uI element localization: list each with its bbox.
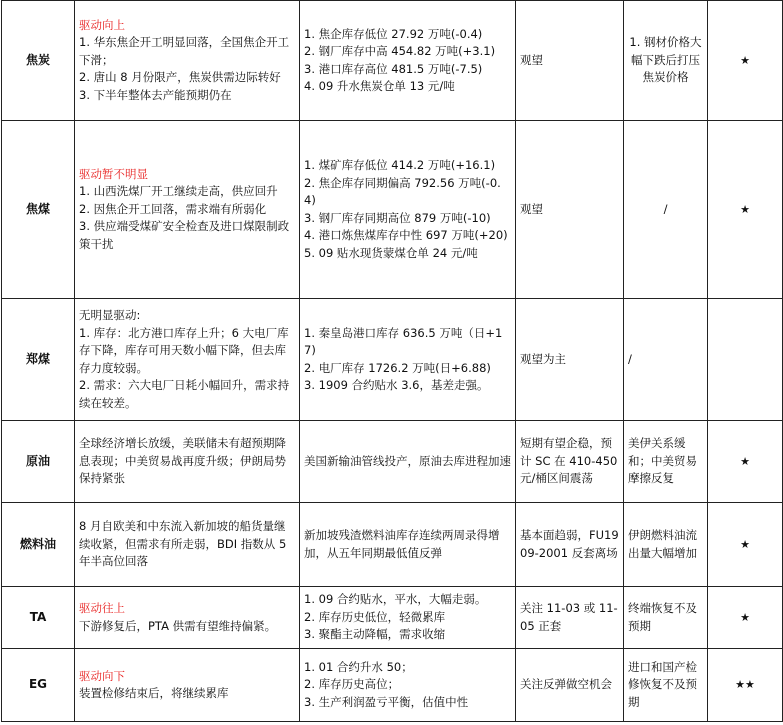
commodity-name: 郑煤 (2, 299, 75, 421)
view-line: 观望 (520, 52, 543, 67)
driver-cell (75, 649, 300, 722)
risk-cell (624, 587, 708, 649)
risk-cell (624, 299, 708, 421)
rating-stars: ★ (708, 1, 783, 121)
risk-cell (624, 649, 708, 722)
commodity-table (1, 0, 783, 722)
driver-cell (75, 587, 300, 649)
data-line: 3. 港口库存高位 481.5 万吨(-7.5) (304, 61, 483, 76)
driver-heading: 无明显驱动: (79, 308, 141, 322)
table-row (2, 503, 783, 587)
driver-heading: 驱动暂不明显 (79, 166, 148, 181)
rating-stars (708, 299, 783, 421)
data-line: 3. 1909 合约贴水 3.6，基差走强。 (304, 378, 489, 392)
table-row (2, 299, 783, 421)
view-cell (516, 121, 624, 299)
driver-cell (75, 1, 300, 121)
driver-line: 2. 因焦企开工回落，需求端有所弱化 (79, 201, 267, 216)
risk-cell (624, 1, 708, 121)
risk-line: / (663, 201, 668, 216)
view-line: 观望 (520, 201, 543, 216)
data-cell (300, 421, 516, 503)
driver-line: 全球经济增长放缓，美联储未有超预期降息表现；中美贸易战再度升级；伊朗局势保持紧张 (79, 436, 286, 486)
view-cell (516, 1, 624, 121)
view-line: 关注反弹做空机会 (520, 677, 612, 692)
driver-line: 下游修复后，PTA 供需有望维持偏紧。 (79, 618, 277, 633)
commodity-name: 焦煤 (2, 121, 75, 299)
view-line: 观望为主 (520, 351, 566, 366)
risk-cell (624, 121, 708, 299)
driver-heading: 驱动往上 (79, 601, 125, 615)
data-cell (300, 503, 516, 587)
view-line: 短期有望企稳，预计 SC 在 410-450 元/桶区间震荡 (520, 436, 618, 486)
data-line: 1. 煤矿库存低位 414.2 万吨(+16.1) (304, 158, 496, 172)
risk-line: / (628, 351, 632, 366)
data-cell (300, 299, 516, 421)
driver-line: 1. 山西洗煤厂开工继续走高，供应回升 (79, 184, 278, 199)
data-line: 3. 生产利润盈亏平衡，估值中性 (304, 694, 469, 709)
commodity-name: EG (2, 649, 75, 722)
view-cell (516, 649, 624, 722)
commodity-name: 原油 (2, 421, 75, 503)
driver-line: 1. 库存：北方港口库存上升；6 大电厂库存下降，库存可用天数小幅下降，但去库存力度较弱。 (79, 325, 289, 375)
risk-line: 进口和国产检修恢复不及预期 (628, 659, 697, 709)
data-line: 4. 港口炼焦煤库存中性 697 万吨(+20) (304, 228, 508, 242)
driver-line: 2. 需求：六大电厂日耗小幅回升，需求持续在较差。 (79, 378, 290, 410)
view-cell (516, 503, 624, 587)
risk-line: 终端恢复不及预期 (628, 601, 697, 633)
risk-cell (624, 503, 708, 587)
table-row (2, 121, 783, 299)
data-line: 2. 钢厂库存中高 454.82 万吨(+3.1) (304, 44, 496, 58)
view-line: 基本面趋弱，FU1909-2001 反套离场 (520, 528, 619, 560)
data-cell (300, 587, 516, 649)
data-line: 2. 焦企库存同期偏高 792.56 万吨(-0.4) (304, 175, 501, 207)
view-cell (516, 421, 624, 503)
data-line: 1. 焦企库存低位 27.92 万吨(-0.4) (304, 26, 483, 41)
data-cell (300, 1, 516, 121)
driver-line: 3. 下半年整体去产能预期仍在 (79, 87, 232, 102)
table-row (2, 421, 783, 503)
driver-cell (75, 121, 300, 299)
driver-heading: 驱动向上 (79, 17, 125, 32)
data-line: 3. 聚酯主动降幅，需求收缩 (304, 627, 446, 642)
driver-cell (75, 421, 300, 503)
data-line: 1. 01 合约升水 50； (304, 659, 413, 674)
rating-stars: ★ (708, 121, 783, 299)
data-line: 1. 秦皇岛港口库存 636.5 万吨（日+17) (304, 325, 503, 357)
data-cell (300, 649, 516, 722)
driver-cell (75, 503, 300, 587)
view-line: 关注 11-03 或 11-05 正套 (520, 601, 618, 633)
rating-stars: ★ (708, 587, 783, 649)
data-line: 新加坡残渣燃料油库存连续两周录得增加，从五年同期最低值反弹 (304, 528, 500, 560)
driver-line: 2. 唐山 8 月份限产，焦炭供需边际转好 (79, 70, 281, 85)
driver-heading: 驱动向下 (79, 668, 125, 683)
view-cell (516, 299, 624, 421)
risk-line: 1. 钢材价格大幅下跌后打压焦炭价格 (629, 35, 702, 85)
risk-line: 伊朗燃料油流出量大幅增加 (628, 528, 697, 560)
commodity-name: 燃料油 (2, 503, 75, 587)
data-line: 2. 库存历史高位； (304, 677, 400, 692)
view-cell (516, 587, 624, 649)
data-line: 3. 钢厂库存同期高位 879 万吨(-10) (304, 210, 491, 225)
data-line: 5. 09 贴水现货蒙煤仓单 24 元/吨 (304, 245, 478, 260)
data-line: 2. 电厂库存 1726.2 万吨(日+6.88) (304, 360, 491, 375)
commodity-name: TA (2, 587, 75, 649)
data-line: 美国新输油管线投产，原油去库进程加速 (304, 453, 511, 468)
rating-stars: ★ (708, 421, 783, 503)
data-line: 4. 09 升水焦炭仓单 13 元/吨 (304, 79, 455, 93)
data-line: 1. 09 合约贴水，平水，大幅走弱。 (304, 592, 487, 607)
table-row (2, 1, 783, 121)
data-line: 2. 库存历史低位，轻微累库 (304, 609, 446, 624)
rating-stars: ★ (708, 503, 783, 587)
driver-line: 1. 华东焦企开工明显回落，全国焦企开工下滑； (79, 35, 290, 67)
rating-stars: ★★ (708, 649, 783, 722)
risk-line: 美伊关系缓和；中美贸易摩擦反复 (628, 436, 697, 486)
risk-cell (624, 421, 708, 503)
table-row (2, 649, 783, 722)
driver-line: 8 月自欧美和中东流入新加坡的船货量继续收紧，但需求有所走弱，BDI 指数从 5 年半高位回落 (79, 519, 287, 569)
driver-line: 3. 供应端受煤矿安全检查及进口煤限制政策干扰 (79, 219, 290, 251)
driver-cell (75, 299, 300, 421)
driver-line: 装置检修结束后，将继续累库 (79, 686, 229, 700)
commodity-name: 焦炭 (2, 1, 75, 121)
table-row (2, 587, 783, 649)
data-cell (300, 121, 516, 299)
